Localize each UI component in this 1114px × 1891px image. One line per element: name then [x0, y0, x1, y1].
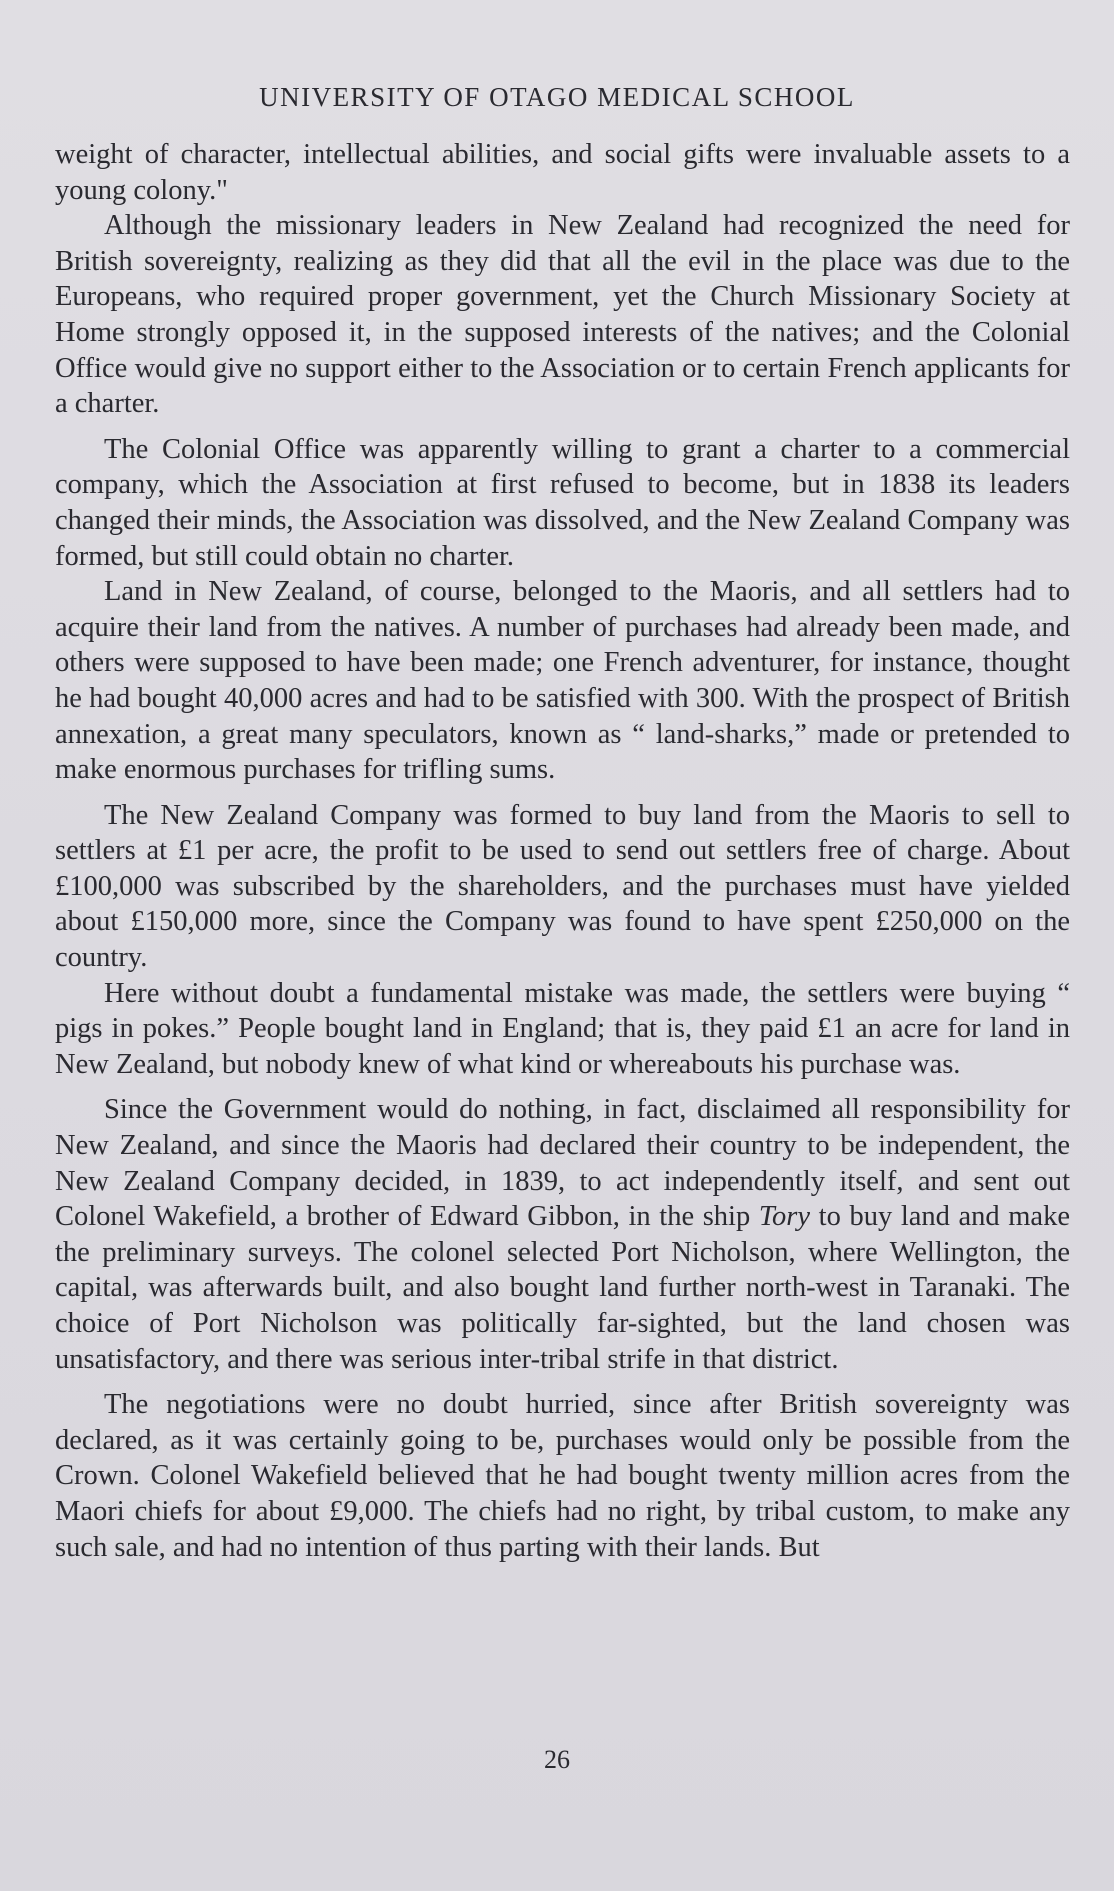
paragraph-5: The New Zealand Company was formed to buy land from the Maoris to sell to settlers at £1 per acre, the profit to be used to send out settlers free of charge. About £100,000 was subscribed by the shareholders, and the purchases must have yielded about £150,000 more, since the Company was found to have spent £250,000 on the country.: [55, 799, 1070, 974]
body-text: [55, 137, 1070, 1565]
paragraph-8: The negotiations were no doubt hurried, since after British sovereignty was declared, as it was certainly going to be, purchases would only be possible from the Crown. Colonel Wakefield believed that he had bought twenty million acres from the Maori chiefs for about £9,000. The chiefs had no right, by tribal custom, to make any such sale, and had no intention of thus parting with their lands. But: [55, 1389, 1070, 1563]
running-header: UNIVERSITY OF OTAGO MEDICAL SCHOOL: [259, 82, 855, 112]
ship-name: Tory: [758, 1201, 811, 1233]
paragraph-3: The Colonial Office was apparently willing to grant a charter to a commercial company, which the Association at first refused to become, but in 1838 its leaders changed their minds, the Association was dissolved, and the New Zealand Company was formed, but still could obtain no charter.: [55, 433, 1070, 572]
paragraph-2: Although the missionary leaders in New Zealand had recognized the need for British sovereignty, realizing as they did that all the evil in the place was due to the Europeans, who required proper government, yet the Church Missionary Society at Home strongly opposed it, in the supposed interests of the natives; and the Colonial Office would give no support either to the Association or to certain French applicants for a charter.: [55, 210, 1070, 420]
paragraph-7-text-a: Since the Government would do nothing, in fact, disclaimed all responsibility for New Zealand, and since the Maoris had declared their country to be independent, the New Zealand Company decided, in 1839, to act independently itself, and sent out Colonel Wakefield, a brother of Edward Gibbon, in the ship: [55, 1094, 1070, 1233]
page-number: 26: [544, 1745, 570, 1774]
paragraph-6: Here without doubt a fundamental mistake was made, the settlers were buying “ pigs in pokes.” People bought land in England; that is, they paid £1 an acre for land in New Zealand, but nobody knew of what kind or whereabouts his purchase was.: [55, 977, 1070, 1080]
paragraph-1: weight of character, intellectual abilities, and social gifts were invaluable assets to a young colony.": [55, 139, 1070, 206]
paragraph-7: [55, 1092, 1070, 1377]
paragraph-7-text-b: to buy land and make the preliminary surveys. The colonel selected Port Nicholson, where Wellington, the capital, was afterwards built, and also bought land further north-west in Taranaki. The choice of Port Nicholson was politically far-sighted, but the land chosen was unsatisfactory, and there was serious inter-tribal strife in that district.: [55, 1201, 1070, 1375]
paragraph-4: Land in New Zealand, of course, belonged to the Maoris, and all settlers had to acquire their land from the natives. A number of purchases had already been made, and others were supposed to have been made; one French adventurer, for instance, thought he had bought 40,000 acres and had to be satisfied with 300. With the prospect of British annexation, a great many speculators, known as “ land-sharks,” made or pretended to make enormous purchases for trifling sums.: [55, 576, 1070, 786]
